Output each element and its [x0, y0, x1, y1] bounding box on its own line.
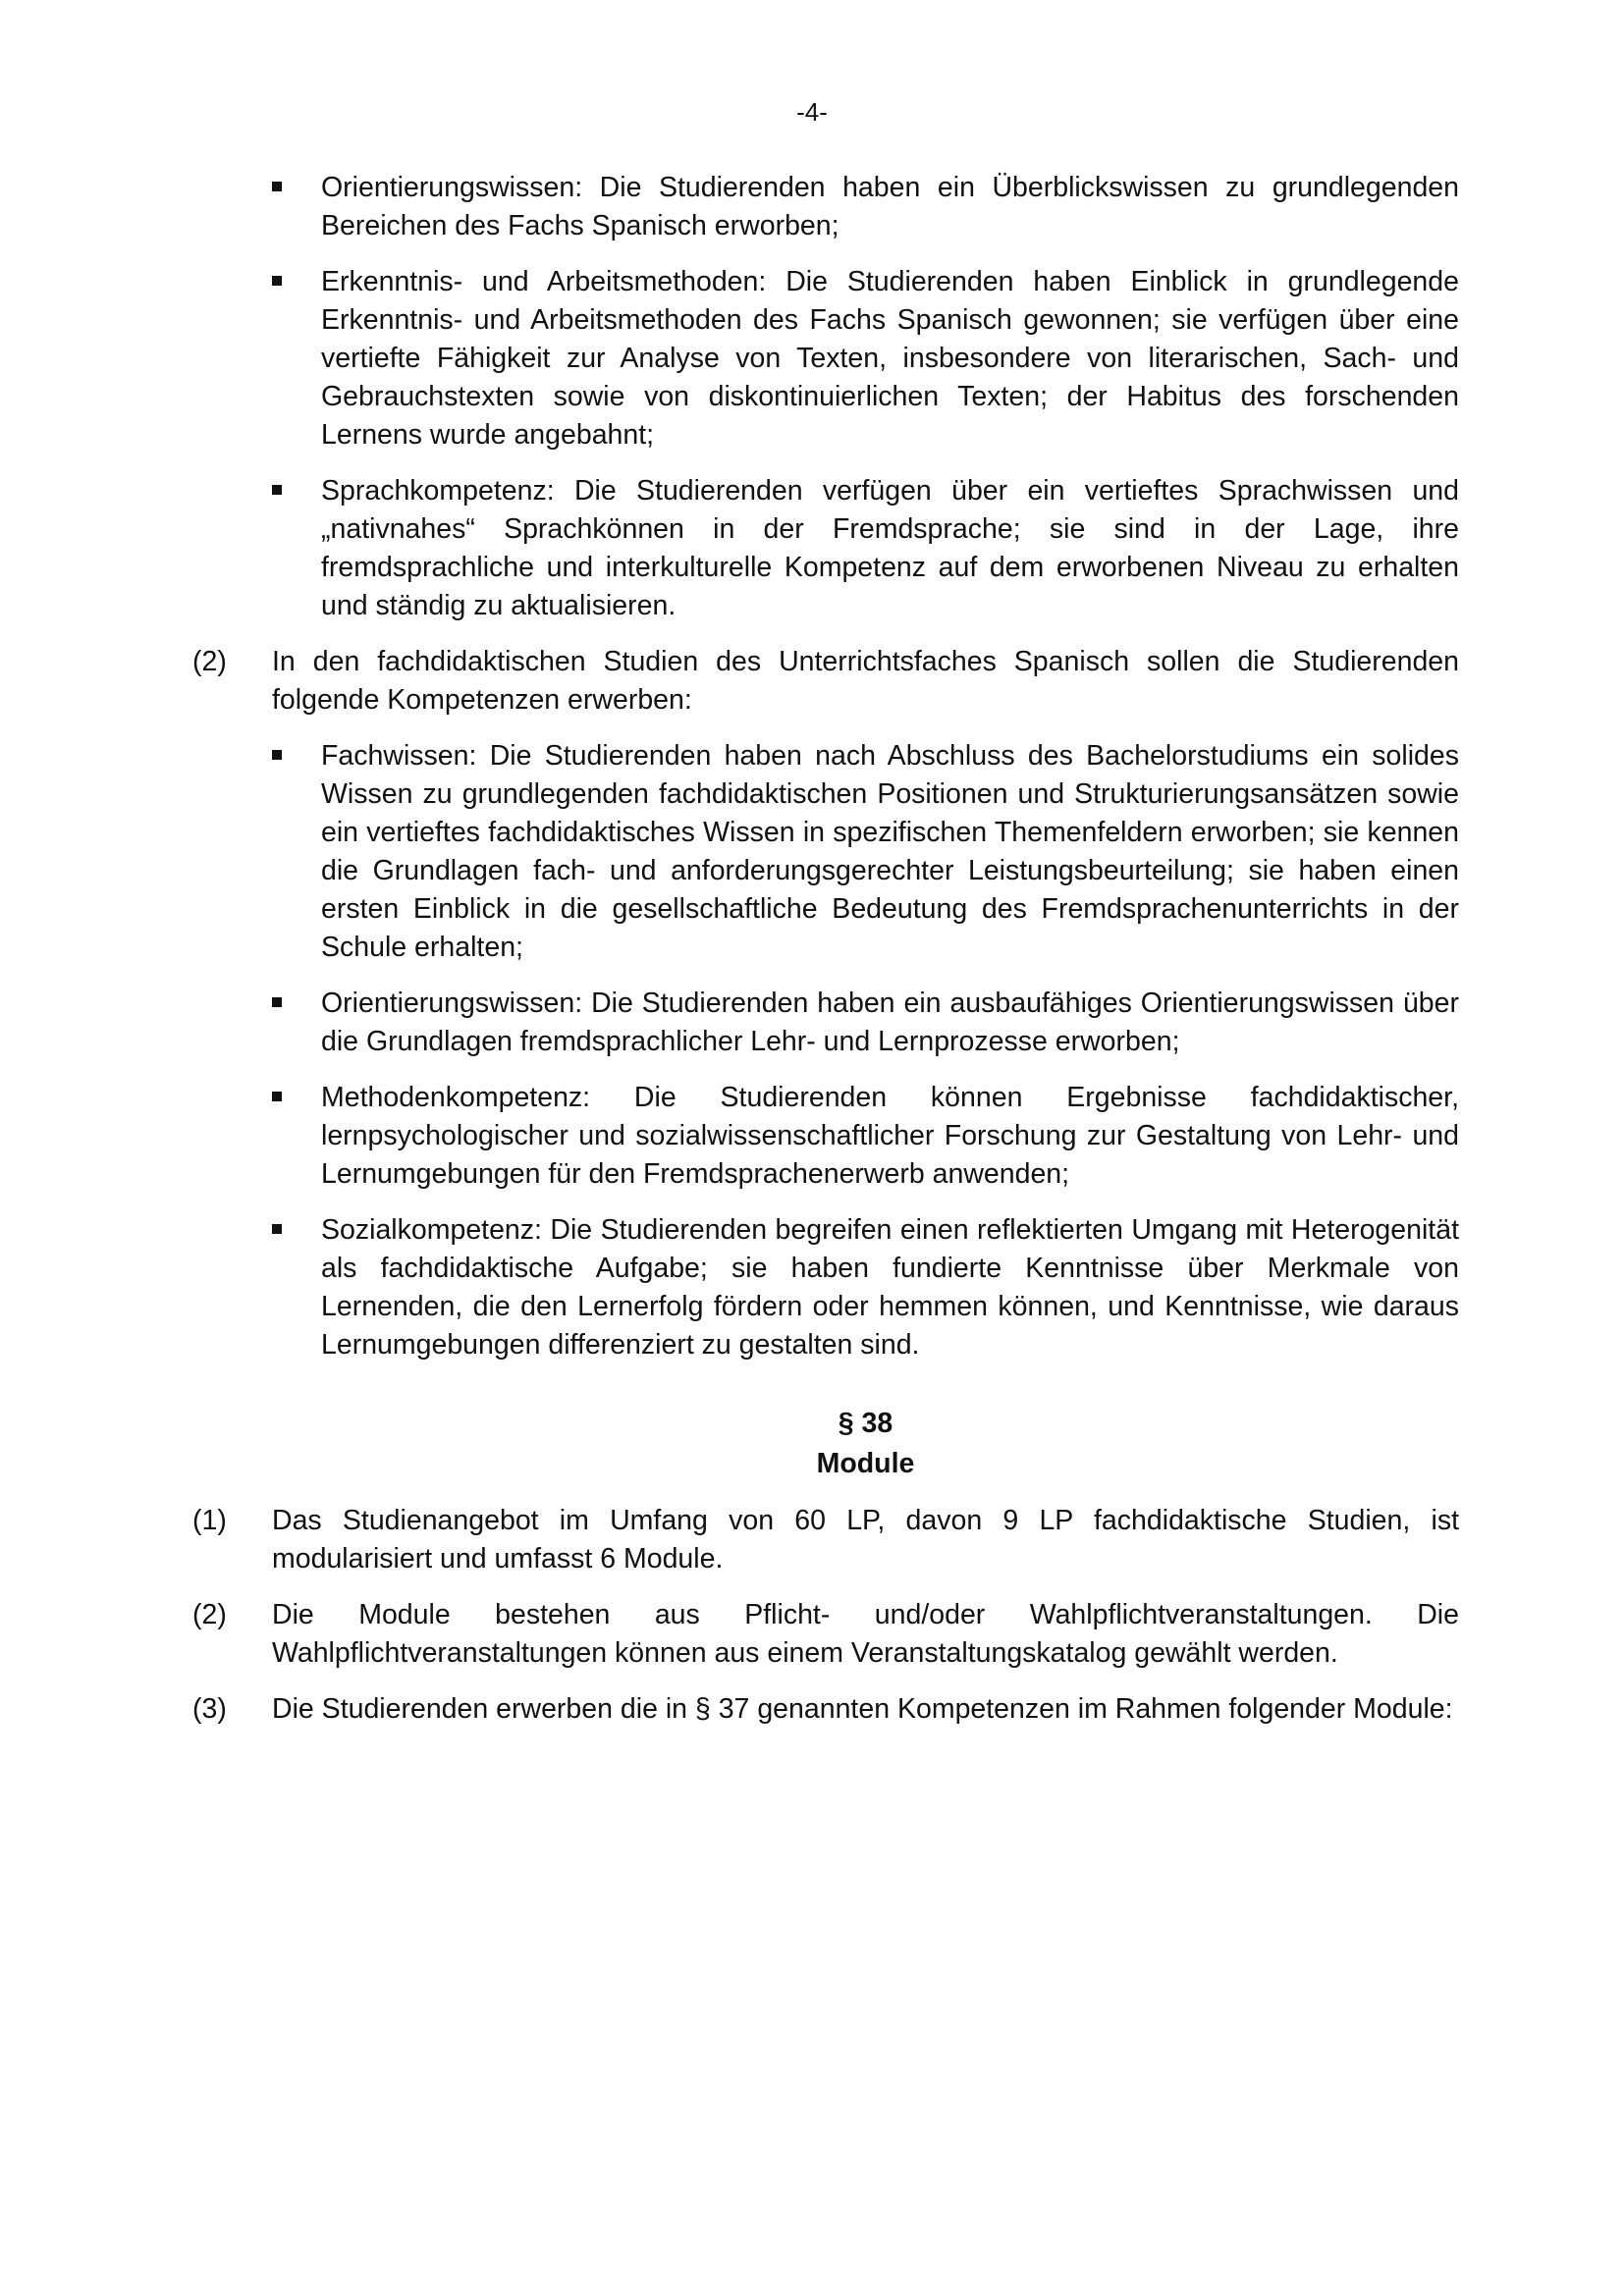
square-bullet-icon [272, 1092, 282, 1101]
section-paragraph-1 [192, 1502, 1459, 1578]
list-item [192, 1079, 1459, 1194]
bullet-text: Sozialkompetenz: Die Studierenden begreifen einen reflektierten Umgang mit Heterogenität als fachdidaktische Aufgabe; sie haben fundierte Kenntnisse über Merkmale von Lernenden, die den Lernerfolg fördern oder hemmen können, und Kenntnisse, wie daraus Lernumgebungen differenziert zu gestalten sind. [321, 1214, 1459, 1361]
bullet-text: Orientierungswissen: Die Studierenden haben ein Überblickswissen zu grundlegenden Bereichen des Fachs Spanisch erworben; [321, 172, 1459, 241]
list-item [192, 985, 1459, 1061]
didactic-bullet-list [192, 737, 1459, 1364]
page-content [192, 169, 1459, 1746]
intro-bullet-list [192, 169, 1459, 625]
bullet-text: Erkenntnis- und Arbeitsmethoden: Die Studierenden haben Einblick in grundlegende Erkenntnis- und Arbeitsmethoden des Fachs Spanisch gewonnen; sie verfügen über eine vertiefte Fähigkeit zur Analyse von Texten, insbesondere von literarischen, Sach- und Gebrauchstexten sowie von diskontinuierlichen Texten; der Habitus des forschenden Lernens wurde angebahnt; [321, 266, 1459, 451]
paragraph-number: (3) [192, 1693, 227, 1725]
section-heading [192, 1404, 1459, 1484]
square-bullet-icon [272, 997, 282, 1007]
section-paragraph-2 [192, 1596, 1459, 1673]
paragraph-text: Das Studienangebot im Umfang von 60 LP, davon 9 LP fachdidaktische Studien, ist modularisiert und umfasst 6 Module. [272, 1505, 1459, 1575]
page-number: -4- [796, 97, 828, 127]
paragraph-number: (2) [192, 1599, 227, 1630]
square-bullet-icon [272, 485, 282, 495]
paragraph-2 [192, 643, 1459, 1364]
section-paragraph-3 [192, 1690, 1459, 1729]
list-item [192, 169, 1459, 245]
list-item [192, 263, 1459, 454]
section-number: § 38 [838, 1408, 893, 1439]
square-bullet-icon [272, 750, 282, 760]
paragraph-text: Die Module bestehen aus Pflicht- und/oder Wahlpflichtveranstaltungen. Die Wahlpflichtveranstaltungen können aus einem Veranstaltungskatalog gewählt werden. [272, 1599, 1459, 1669]
square-bullet-icon [272, 276, 282, 286]
bullet-text: Orientierungswissen: Die Studierenden haben ein ausbaufähiges Orientierungswissen über die Grundlagen fremdsprachlicher Lehr- und Lernprozesse erworben; [321, 988, 1459, 1057]
bullet-text: Sprachkompetenz: Die Studierenden verfügen über ein vertieftes Sprachwissen und „nativnahes“ Sprachkönnen in der Fremdsprache; sie sind in der Lage, ihre fremdsprachliche und interkulturelle Kompetenz auf dem erworbenen Niveau zu erhalten und ständig zu aktualisieren. [321, 475, 1459, 621]
paragraph-text: Die Studierenden erwerben die in § 37 genannten Kompetenzen im Rahmen folgender Module: [272, 1693, 1453, 1725]
paragraph-number: (1) [192, 1505, 227, 1536]
paragraph-number: (2) [192, 646, 227, 677]
section-title: Module [816, 1448, 915, 1479]
list-item [192, 472, 1459, 625]
list-item [192, 1211, 1459, 1364]
square-bullet-icon [272, 182, 282, 191]
square-bullet-icon [272, 1224, 282, 1234]
bullet-text: Fachwissen: Die Studierenden haben nach Abschluss des Bachelorstudiums ein solides Wissen zu grundlegenden fachdidaktischen Positionen und Strukturierungsansätzen sowie ein vertieftes fachdidaktisches Wissen in spezifischen Themenfeldern erworben; sie kennen die Grundlagen fach- und anforderungsgerechter Leistungsbeurteilung; sie haben einen ersten Einblick in die gesellschaftliche Bedeutung des Fremdsprachenunterrichts in der Schule erhalten; [321, 740, 1459, 963]
list-item [192, 737, 1459, 967]
paragraph-text: In den fachdidaktischen Studien des Unterrichtsfaches Spanisch sollen die Studierenden folgende Kompetenzen erwerben: [272, 646, 1459, 716]
bullet-text: Methodenkompetenz: Die Studierenden können Ergebnisse fachdidaktischer, lernpsychologischer und sozialwissenschaftlicher Forschung zur Gestaltung von Lehr- und Lernumgebungen für den Fremdsprachenerwerb anwenden; [321, 1082, 1459, 1190]
